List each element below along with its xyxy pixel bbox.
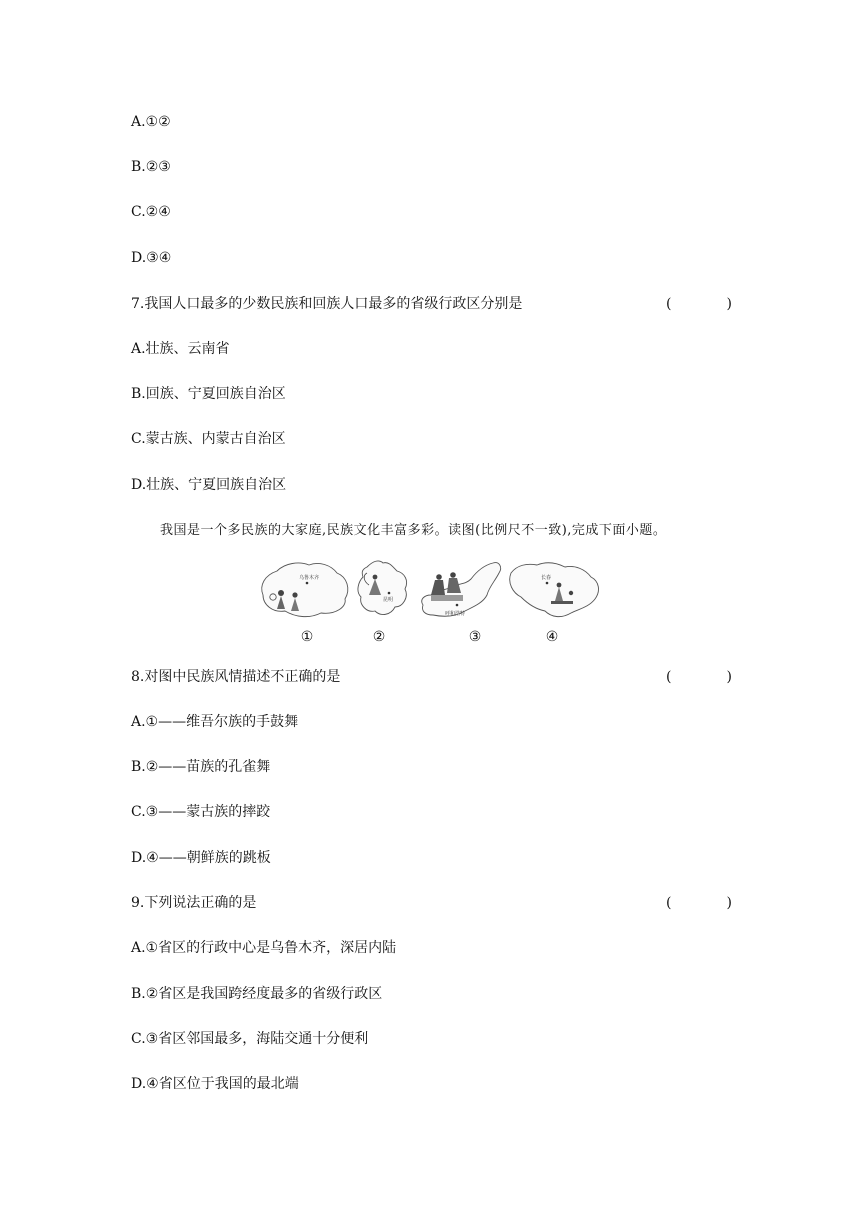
figure-label-4: ④ bbox=[545, 629, 559, 645]
q7-option-d: D.壮族、宁夏回族自治区 bbox=[131, 477, 287, 493]
q8-option-d: D.④——朝鲜族的跳板 bbox=[131, 850, 271, 866]
question-9-stem: 9.下列说法正确的是 bbox=[131, 895, 257, 911]
province-maps bbox=[255, 555, 610, 625]
province-maps-figure bbox=[255, 555, 610, 650]
option-d: D.③④ bbox=[131, 250, 172, 266]
map-inner-mongolia bbox=[422, 563, 501, 617]
q7-option-b: B.回族、宁夏回族自治区 bbox=[131, 386, 286, 402]
q9-option-d: D.④省区位于我国的最北端 bbox=[131, 1076, 299, 1092]
option-a: A.①② bbox=[131, 114, 171, 130]
figure-label-2: ② bbox=[372, 629, 386, 645]
map-label-4: 长春 bbox=[541, 575, 552, 581]
q7-option-a: A.壮族、云南省 bbox=[131, 341, 230, 357]
figure-label-3: ③ bbox=[468, 629, 482, 645]
bracket-open: ( bbox=[666, 669, 672, 685]
passage-intro: 我国是一个多民族的大家庭,民族文化丰富多彩。读图(比例尺不一致),完成下面小题。 bbox=[160, 523, 667, 538]
option-c: C.②④ bbox=[131, 204, 171, 220]
q8-option-b: B.②——苗族的孔雀舞 bbox=[131, 759, 271, 775]
bracket-close: ) bbox=[726, 895, 732, 911]
bracket-open: ( bbox=[666, 895, 672, 911]
map-label-3: 呼和浩特 bbox=[445, 611, 466, 617]
q9-option-a: A.①省区的行政中心是乌鲁木齐，深居内陆 bbox=[131, 940, 397, 956]
answer-bracket-q8 bbox=[666, 667, 732, 687]
map-jilin bbox=[510, 563, 599, 617]
q7-option-c: C.蒙古族、内蒙古自治区 bbox=[131, 431, 286, 447]
bracket-open: ( bbox=[666, 296, 672, 312]
map-label-2: 昆明 bbox=[383, 597, 394, 603]
q8-option-a: A.①——维吾尔族的手鼓舞 bbox=[131, 714, 299, 730]
answer-bracket-q7 bbox=[666, 294, 732, 314]
question-7-stem: 7.我国人口最多的少数民族和回族人口最多的省级行政区分别是 bbox=[131, 296, 523, 312]
map-label-1: 乌鲁木齐 bbox=[299, 575, 320, 581]
bracket-close: ) bbox=[726, 669, 732, 685]
answer-bracket-q9 bbox=[666, 893, 732, 913]
bracket-close: ) bbox=[726, 296, 732, 312]
q8-option-c: C.③——蒙古族的摔跤 bbox=[131, 804, 271, 820]
option-b: B.②③ bbox=[131, 159, 171, 175]
q9-option-b: B.②省区是我国跨经度最多的省级行政区 bbox=[131, 986, 383, 1002]
map-yunnan bbox=[358, 561, 407, 615]
q9-option-c: C.③省区邻国最多，海陆交通十分便利 bbox=[131, 1031, 369, 1047]
question-8-stem: 8.对图中民族风情描述不正确的是 bbox=[131, 669, 341, 685]
figure-label-1: ① bbox=[300, 629, 314, 645]
map-xinjiang bbox=[262, 563, 348, 617]
